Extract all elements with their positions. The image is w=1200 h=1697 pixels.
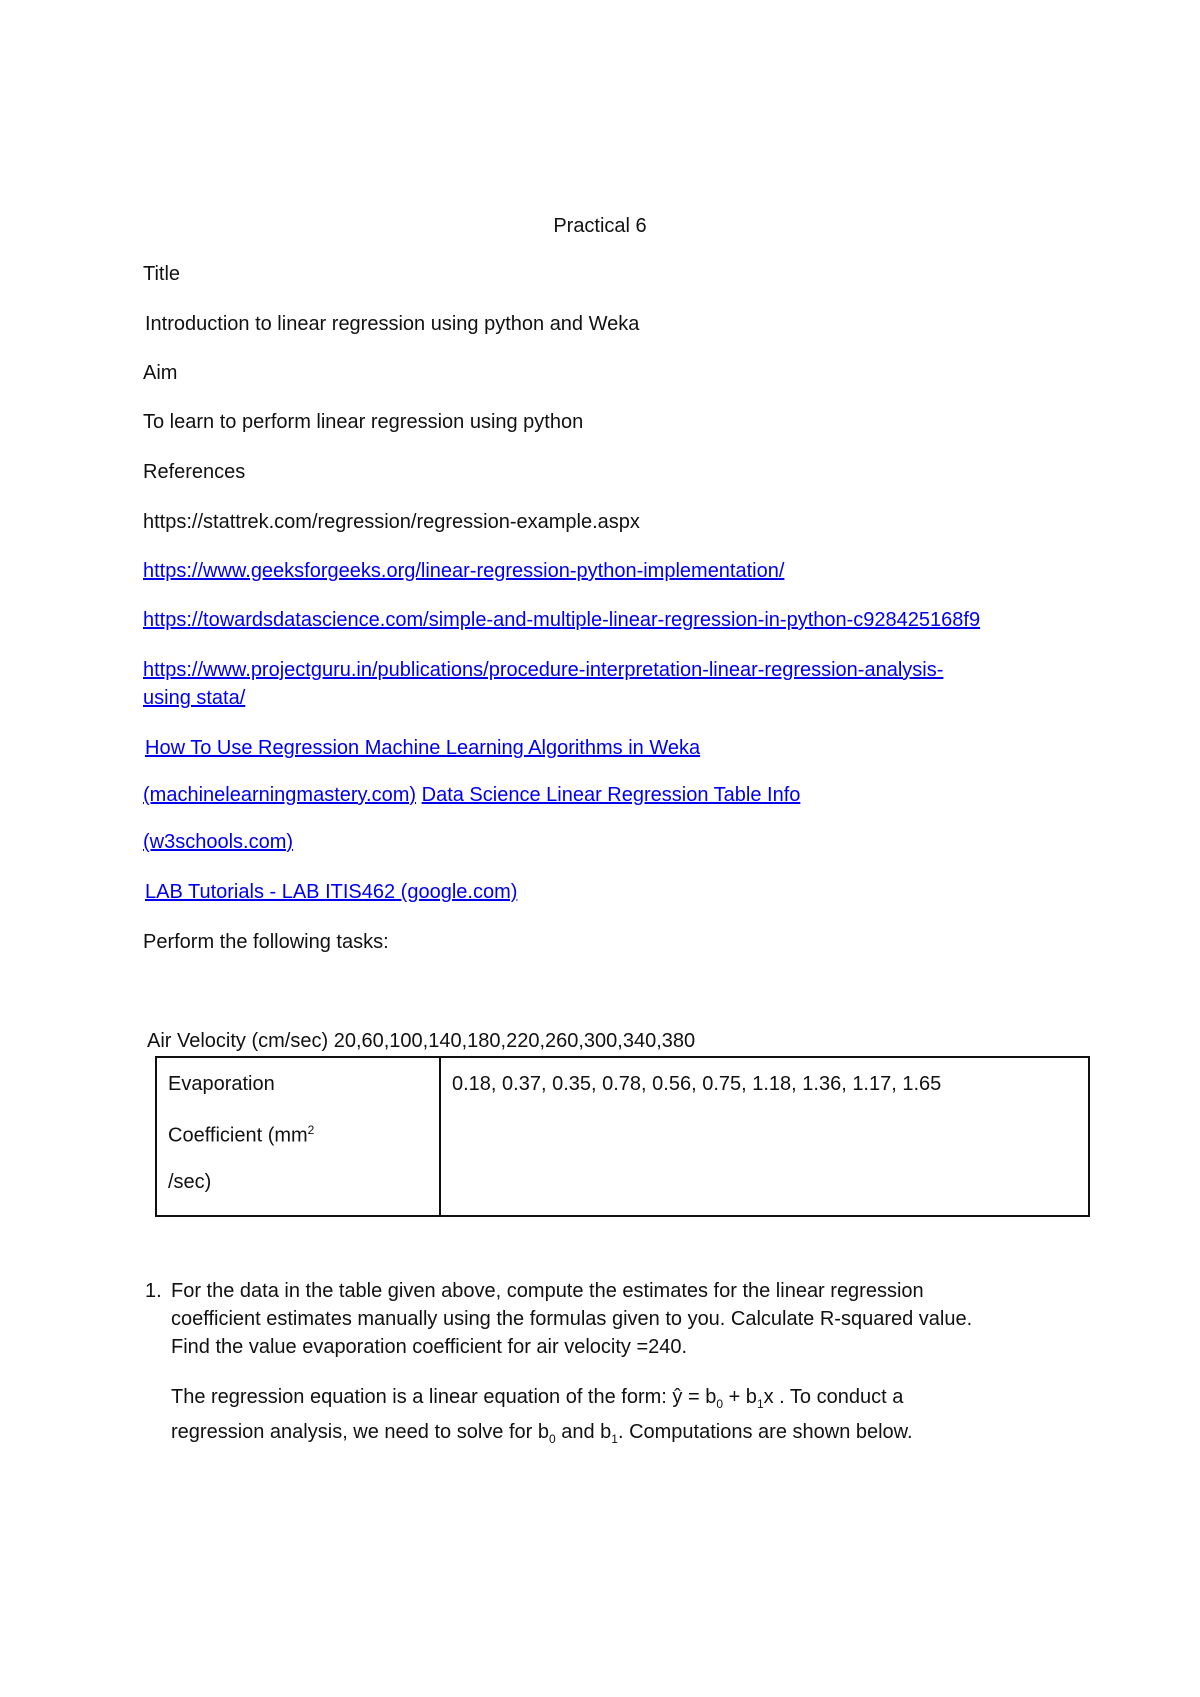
references-label: References xyxy=(143,461,246,483)
aim-text: To learn to perform linear regression using python xyxy=(143,411,584,433)
subscript-b1: 1 xyxy=(611,1432,618,1446)
reference-link-w3schools-regression-table[interactable]: Data Science Linear Regression Table Info xyxy=(421,784,801,806)
subscript-b1: 1 xyxy=(756,1397,764,1411)
reference-link-lab-tutorials[interactable]: LAB Tutorials - LAB ITIS462 (google.com) xyxy=(145,881,518,903)
title-label: Title xyxy=(143,263,181,285)
task-1-line1: For the data in the table given above, compute the estimates for the linear regression xyxy=(171,1280,924,1302)
task-1-body xyxy=(171,1277,1071,1453)
table-label-line3: /sec) xyxy=(168,1170,212,1193)
reference-link-projectguru[interactable]: https://www.projectguru.in/publications/procedure-interpretation-linear-regression-analysis- xyxy=(143,659,944,681)
reference-link-machinelearningmastery[interactable]: (machinelearningmastery.com) xyxy=(143,784,417,806)
task-1-line2: coefficient estimates manually using the formulas given to you. Calculate R-squared value. xyxy=(171,1308,973,1330)
table-label-line1: Evaporation xyxy=(168,1073,275,1095)
task-number: 1. xyxy=(145,1280,162,1302)
evaporation-table xyxy=(155,1056,1090,1217)
reference-link-stattrek[interactable]: https://stattrek.com/regression/regression-example.aspx xyxy=(143,511,640,533)
equation-text-post: x . To conduct a xyxy=(763,1386,904,1408)
table-values-cell: 0.18, 0.37, 0.35, 0.78, 0.56, 0.75, 1.18, 1.36, 1.17, 1.65 xyxy=(440,1057,1089,1216)
reference-link-geeksforgeeks[interactable]: https://www.geeksforgeeks.org/linear-regression-python-implementation/ xyxy=(143,560,785,582)
reference-link-weka-regression[interactable]: How To Use Regression Machine Learning Algorithms in Weka xyxy=(145,737,701,759)
reference-links-row xyxy=(143,783,800,807)
document-heading: Practical 6 xyxy=(553,215,647,237)
reference-link-w3schools[interactable]: (w3schools.com) xyxy=(143,831,294,853)
subscript-b0: 0 xyxy=(548,1432,556,1446)
unit-superscript: 2 xyxy=(307,1123,315,1137)
table-label-line2 xyxy=(168,1118,428,1148)
tasks-label: Perform the following tasks: xyxy=(143,931,389,953)
subscript-b0: 0 xyxy=(716,1397,724,1411)
title-text: Introduction to linear regression using python and Weka xyxy=(145,313,640,335)
reference-link-projectguru-cont[interactable]: using stata/ xyxy=(143,687,246,709)
table-label-cell xyxy=(156,1057,440,1216)
equation-text-mid: + b xyxy=(723,1386,757,1408)
analysis-text-post: . Computations are shown below. xyxy=(617,1421,913,1443)
analysis-text-mid: and b xyxy=(555,1421,612,1443)
regression-analysis-line xyxy=(171,1418,1071,1453)
reference-link-towardsdatascience[interactable]: https://towardsdatascience.com/simple-and-multiple-linear-regression-in-python-c928425168f9 xyxy=(143,609,981,631)
table-label-line2-text: Coefficient (mm xyxy=(168,1124,308,1147)
analysis-text-pre: regression analysis, we need to solve for b xyxy=(171,1421,549,1443)
aim-label: Aim xyxy=(143,362,178,384)
regression-equation-line xyxy=(171,1383,1071,1418)
air-velocity-line: Air Velocity (cm/sec) 20,60,100,140,180,220,260,300,340,380 xyxy=(147,1030,696,1052)
task-1-line3: Find the value evaporation coefficient for air velocity =240. xyxy=(171,1336,688,1358)
table-row xyxy=(156,1057,1089,1216)
equation-text-pre: The regression equation is a linear equation of the form: ŷ = b xyxy=(171,1386,717,1408)
